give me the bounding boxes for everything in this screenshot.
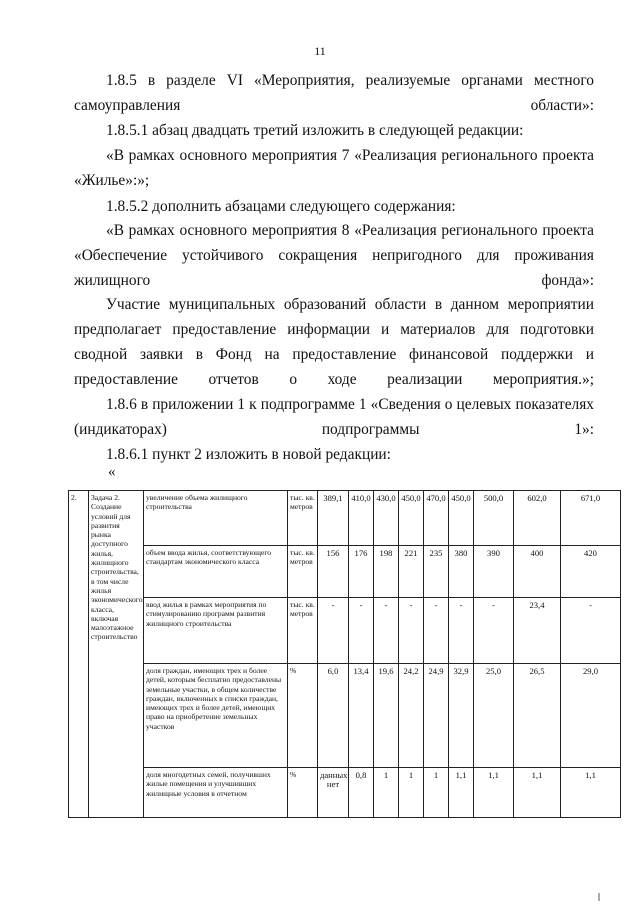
value-cell: 19,6 — [374, 664, 399, 768]
scan-mark — [598, 893, 600, 901]
unit-cell: % — [288, 768, 318, 818]
value-cell: 198 — [374, 546, 399, 598]
value-cell: 1,1 — [561, 768, 621, 818]
value-cell: 1,1 — [449, 768, 474, 818]
value-cell: 1 — [399, 768, 424, 818]
value-cell: 410,0 — [349, 491, 374, 546]
value-cell: 400 — [514, 546, 561, 598]
unit-cell: тыс. кв. метров — [288, 491, 318, 546]
value-cell: - — [349, 598, 374, 664]
indicator-cell: увеличение объема жилищного строительства — [144, 491, 288, 546]
row-number-cell: 2. — [69, 491, 89, 818]
value-cell: - — [449, 598, 474, 664]
value-cell: 389,1 — [318, 491, 349, 546]
value-cell: 1,1 — [474, 768, 514, 818]
indicator-cell: доля граждан, имеющих трех и более детей, которым бесплатно предоставлены земельные участки, в общем количестве граждан, включенных в списки граждан, имеющих трех и более детей, имеющих право на приобретение земельных участков — [144, 664, 288, 768]
value-cell: 430,0 — [374, 491, 399, 546]
value-cell: 1 — [424, 768, 449, 818]
value-cell: - — [424, 598, 449, 664]
table-row — [69, 491, 621, 546]
value-cell: 602,0 — [514, 491, 561, 546]
table-row — [69, 598, 621, 664]
value-cell: 450,0 — [399, 491, 424, 546]
opening-quote: « — [108, 464, 116, 480]
value-cell: 470,0 — [424, 491, 449, 546]
unit-cell: % — [288, 664, 318, 768]
value-cell: 156 — [318, 546, 349, 598]
paragraph-1-8-5: 1.8.5 в разделе VI «Мероприятия, реализуемые органами местного самоуправления области»: — [74, 72, 594, 114]
unit-cell: тыс. кв. метров — [288, 598, 318, 664]
task-cell: Задача 2. Создание условий для развития рынка доступного жилья, жилищного строительства, в том числе жилья экономического класса, включая малоэтажное строительство — [89, 491, 144, 818]
value-cell: 235 — [424, 546, 449, 598]
value-cell: 23,4 — [514, 598, 561, 664]
indicators-table — [68, 490, 621, 818]
value-cell: 176 — [349, 546, 374, 598]
value-cell: 380 — [449, 546, 474, 598]
value-cell: 24,9 — [424, 664, 449, 768]
value-cell: 221 — [399, 546, 424, 598]
value-cell: 0,8 — [349, 768, 374, 818]
paragraph-quote-7: «В рамках основного мероприятия 7 «Реализация регионального проекта «Жилье»:»; — [74, 147, 594, 189]
value-cell: 1,1 — [514, 768, 561, 818]
value-cell: - — [399, 598, 424, 664]
value-cell: 32,9 — [449, 664, 474, 768]
value-cell: 26,5 — [514, 664, 561, 768]
value-cell: 1 — [374, 768, 399, 818]
page-number: 11 — [314, 44, 326, 58]
value-cell: - — [474, 598, 514, 664]
value-cell: 29,0 — [561, 664, 621, 768]
table-row — [69, 768, 621, 818]
paragraph-1-8-6-1: 1.8.6.1 пункт 2 изложить в новой редакции: — [106, 446, 391, 463]
paragraph-participation: Участие муниципальных образований области в данном мероприятии предполагает предоставление информации и материалов для подготовки сводной заявки в Фонд на предоставление финансовой поддержки и предоставление отчетов о ходе реализации мероприятия.»; — [74, 296, 594, 388]
value-cell: 671,0 — [561, 491, 621, 546]
paragraph-1-8-5-1: 1.8.5.1 абзац двадцать третий изложить в следующей редакции: — [106, 122, 524, 139]
table-row — [69, 664, 621, 768]
indicator-cell: объем ввода жилья, соответствующего стандартам экономического класса — [144, 546, 288, 598]
value-cell: 420 — [561, 546, 621, 598]
table-row — [69, 546, 621, 598]
paragraph-1-8-5-2: 1.8.5.2 дополнить абзацами следующего содержания: — [106, 198, 456, 215]
value-cell: данных нет — [318, 768, 349, 818]
value-cell: 6,0 — [318, 664, 349, 768]
indicator-cell: доля многодетных семей, получивших жилые помещения и улучшивших жилищные условия в отчетном — [144, 768, 288, 818]
value-cell: - — [318, 598, 349, 664]
paragraph-quote-8: «В рамках основного мероприятия 8 «Реализация регионального проекта «Обеспечение устойчивого сокращения непригодного для проживания жилищного фонда»: — [74, 222, 594, 289]
value-cell: 13,4 — [349, 664, 374, 768]
paragraph-1-8-6: 1.8.6 в приложении 1 к подпрограмме 1 «Сведения о целевых показателях (индикаторах) подпрограммы 1»: — [74, 396, 594, 438]
value-cell: 450,0 — [449, 491, 474, 546]
value-cell: 24,2 — [399, 664, 424, 768]
indicator-cell: ввод жилья в рамках мероприятия по стимулированию программ развития жилищного строительства — [144, 598, 288, 664]
value-cell: 390 — [474, 546, 514, 598]
value-cell: - — [374, 598, 399, 664]
value-cell: - — [561, 598, 621, 664]
value-cell: 500,0 — [474, 491, 514, 546]
unit-cell: тыс. кв. метров — [288, 546, 318, 598]
value-cell: 25,0 — [474, 664, 514, 768]
